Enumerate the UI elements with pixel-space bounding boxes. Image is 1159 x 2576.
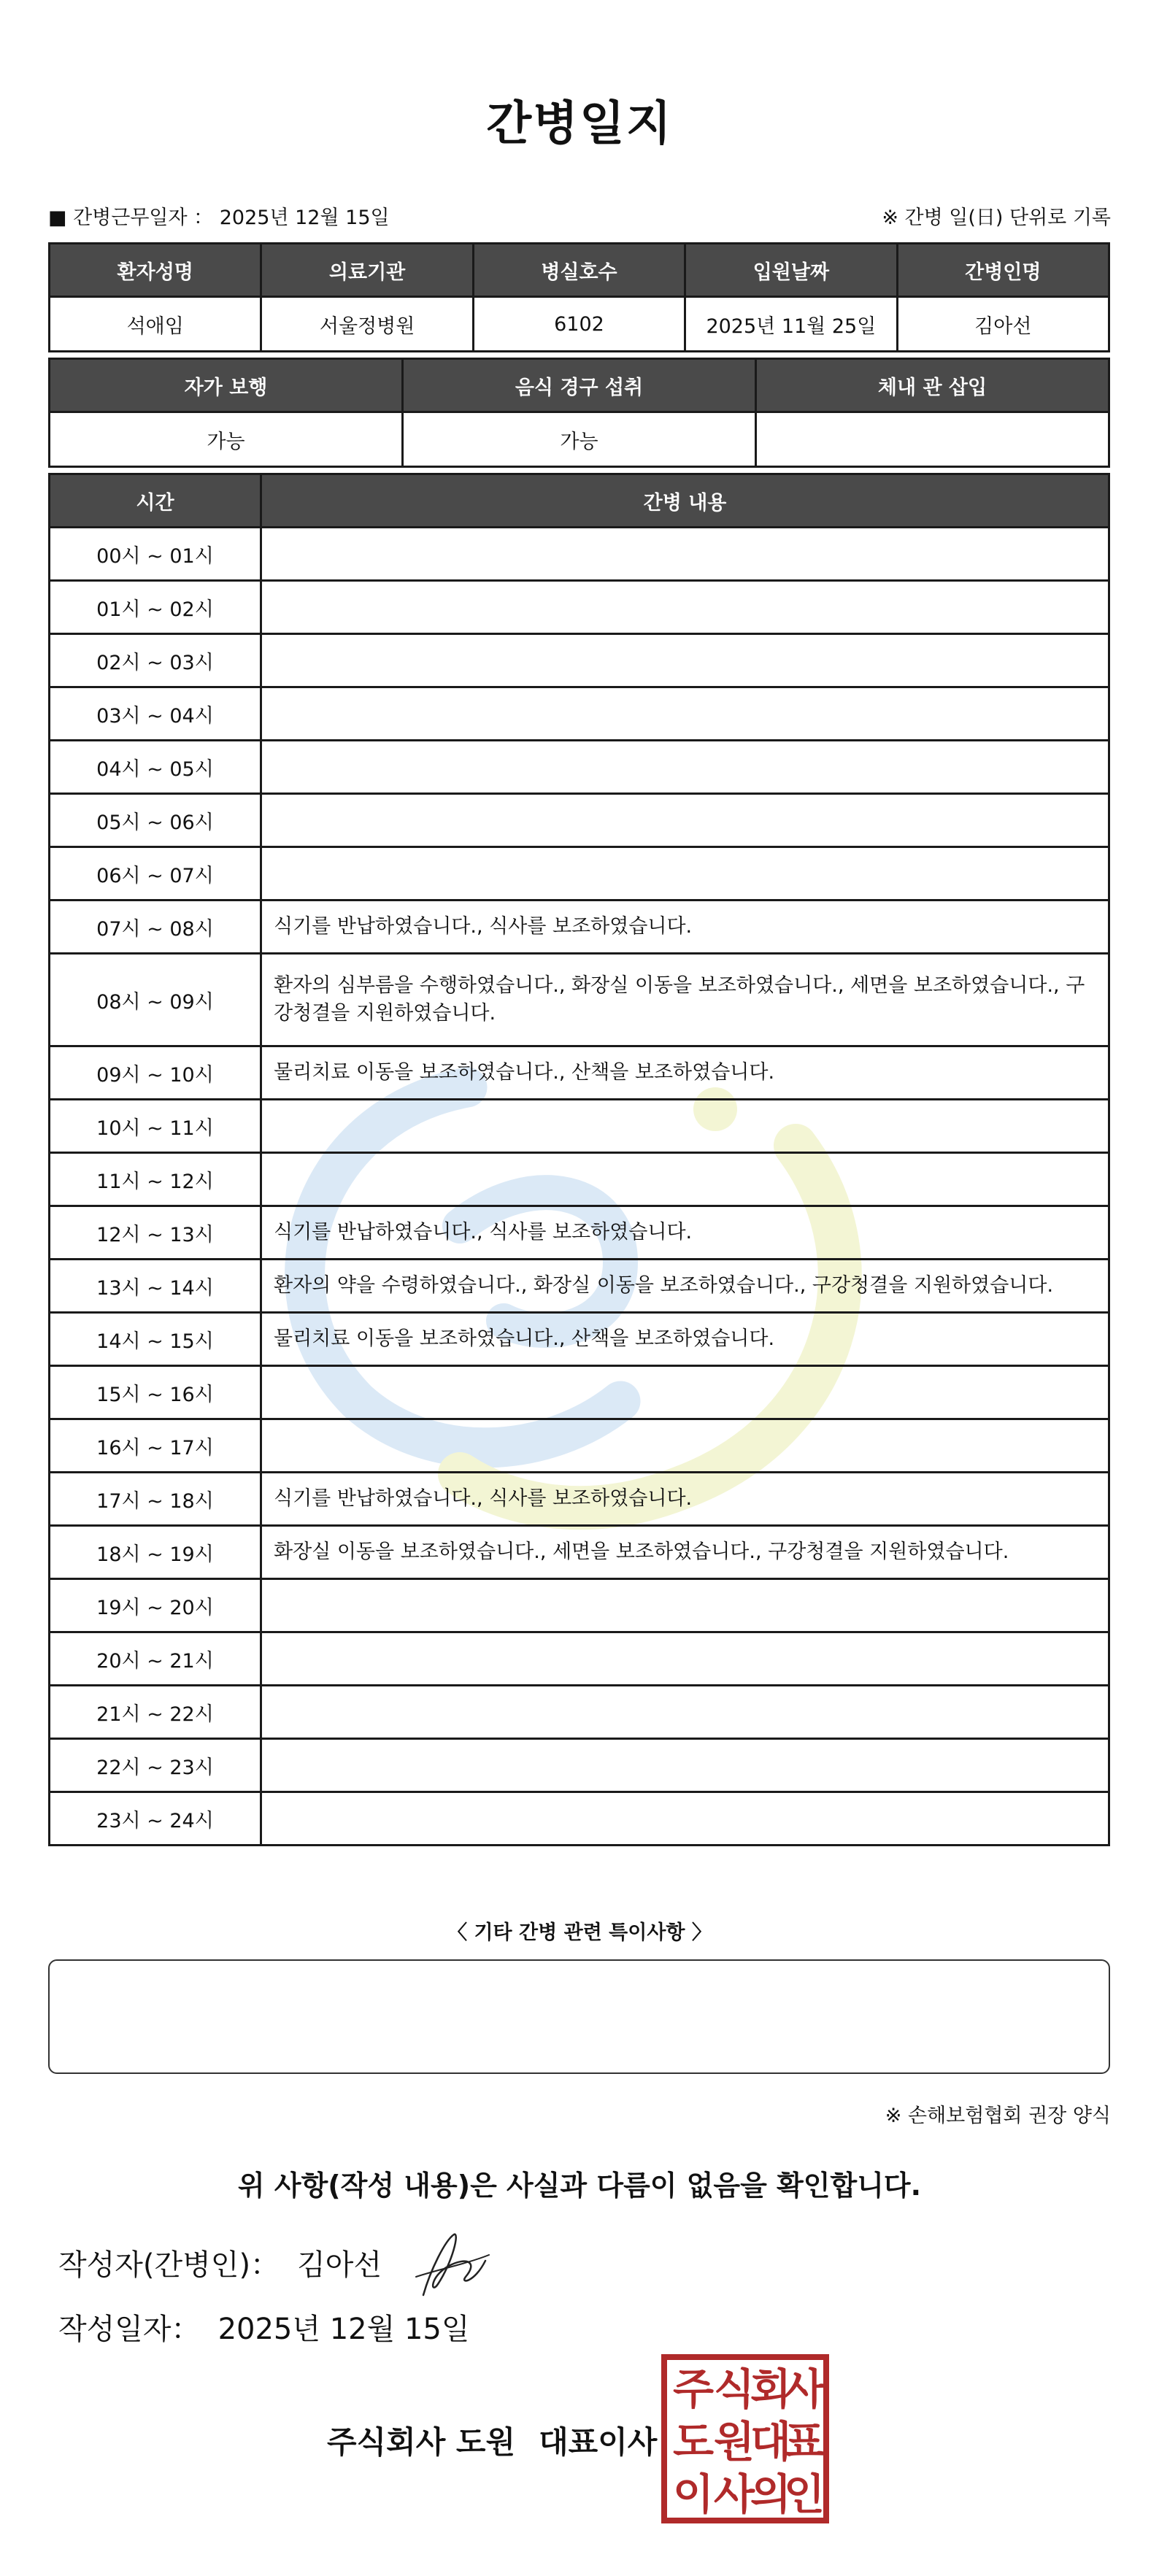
patient-status-table	[48, 358, 1110, 468]
company-line	[327, 2418, 657, 2462]
log-time: 13시 ~ 14시	[50, 1260, 261, 1313]
log-row	[50, 954, 1109, 1046]
representative-title: 대표이사	[539, 2424, 658, 2460]
document-title: 간병일지	[486, 97, 673, 151]
svg-text:식: 식	[713, 2364, 755, 2414]
log-content: 환자의 심부름을 수행하였습니다., 화장실 이동을 보조하였습니다., 세면을 보조하였습니다., 구강청결을 지원하였습니다.	[261, 954, 1109, 1046]
log-content: 식기를 반납하였습니다., 식사를 보조하였습니다.	[261, 1206, 1109, 1260]
log-time: 14시 ~ 15시	[50, 1313, 261, 1366]
oral-intake-status: 가능	[403, 412, 756, 467]
log-content	[261, 687, 1109, 741]
log-time: 12시 ~ 13시	[50, 1206, 261, 1260]
log-row	[50, 1792, 1109, 1846]
log-content	[261, 1419, 1109, 1473]
hospital: 서울정병원	[261, 297, 473, 352]
log-time: 18시 ~ 19시	[50, 1526, 261, 1579]
log-time: 09시 ~ 10시	[50, 1046, 261, 1100]
svg-text:대: 대	[750, 2417, 792, 2467]
log-row	[50, 1739, 1109, 1792]
log-content	[261, 1792, 1109, 1846]
svg-text:원: 원	[713, 2417, 755, 2467]
svg-text:주: 주	[672, 2364, 715, 2414]
log-row	[50, 1526, 1109, 1579]
writer-line	[58, 2242, 382, 2283]
log-row	[50, 1579, 1109, 1632]
status-value-row	[50, 412, 1109, 467]
log-content: 물리치료 이동을 보조하였습니다., 산책을 보조하였습니다.	[261, 1046, 1109, 1100]
log-content	[261, 794, 1109, 847]
header-admission-date: 입원날짜	[685, 244, 897, 297]
admission-date: 2025년 11월 25일	[685, 297, 897, 352]
svg-text:인: 인	[783, 2469, 825, 2519]
log-header-row	[50, 474, 1109, 528]
company-name: 주식회사 도원	[327, 2424, 516, 2460]
log-content	[261, 1686, 1109, 1739]
log-time: 11시 ~ 12시	[50, 1153, 261, 1206]
log-row	[50, 1206, 1109, 1260]
log-time: 17시 ~ 18시	[50, 1473, 261, 1526]
header-patient-name: 환자성명	[50, 244, 261, 297]
log-content: 화장실 이동을 보조하였습니다., 세면을 보조하였습니다., 구강청결을 지원하였습니다.	[261, 1526, 1109, 1579]
svg-text:의: 의	[750, 2469, 792, 2519]
header-tube-insertion: 체내 관 삽입	[756, 359, 1109, 412]
log-time: 02시 ~ 03시	[50, 634, 261, 687]
log-row	[50, 634, 1109, 687]
notes-box	[48, 1959, 1110, 2074]
svg-text:표: 표	[783, 2417, 825, 2467]
log-time: 16시 ~ 17시	[50, 1419, 261, 1473]
patient-info-table	[48, 242, 1110, 352]
log-content: 물리치료 이동을 보조하였습니다., 산책을 보조하였습니다.	[261, 1313, 1109, 1366]
log-time: 15시 ~ 16시	[50, 1366, 261, 1419]
work-date: ■ 간병근무일자 ： 2025년 12월 15일	[48, 207, 390, 229]
writer-label: 작성자(간병인)：	[58, 2248, 280, 2282]
log-content	[261, 1632, 1109, 1686]
writer-name: 김아선	[297, 2248, 382, 2282]
log-time: 21시 ~ 22시	[50, 1686, 261, 1739]
log-row	[50, 1419, 1109, 1473]
log-content	[261, 847, 1109, 901]
log-content: 식기를 반납하였습니다., 식사를 보조하였습니다.	[261, 901, 1109, 954]
log-row	[50, 687, 1109, 741]
log-time: 07시 ~ 08시	[50, 901, 261, 954]
header-room: 병실호수	[473, 244, 685, 297]
log-time: 22시 ~ 23시	[50, 1739, 261, 1792]
status-header-row	[50, 359, 1109, 412]
notes-title: 〈 기타 간병 관련 특이사항 〉	[447, 1921, 712, 1944]
log-time: 06시 ~ 07시	[50, 847, 261, 901]
log-time: 19시 ~ 20시	[50, 1579, 261, 1632]
log-row	[50, 528, 1109, 581]
svg-text:도: 도	[672, 2417, 715, 2467]
log-row	[50, 581, 1109, 634]
log-content	[261, 1366, 1109, 1419]
log-content	[261, 1739, 1109, 1792]
header-time: 시간	[50, 474, 261, 528]
log-content: 환자의 약을 수령하였습니다., 화장실 이동을 보조하였습니다., 구강청결을 지원하였습니다.	[261, 1260, 1109, 1313]
log-content	[261, 528, 1109, 581]
log-time: 10시 ~ 11시	[50, 1100, 261, 1153]
log-time: 20시 ~ 21시	[50, 1632, 261, 1686]
log-row	[50, 1366, 1109, 1419]
svg-text:이: 이	[672, 2469, 715, 2519]
svg-text:사: 사	[713, 2469, 755, 2519]
walking-status: 가능	[50, 412, 403, 467]
log-time: 05시 ~ 06시	[50, 794, 261, 847]
svg-text:사: 사	[783, 2364, 825, 2414]
log-row	[50, 1153, 1109, 1206]
unit-note: ※ 간병 일(日) 단위로 기록	[882, 207, 1111, 229]
log-row	[50, 1046, 1109, 1100]
log-row	[50, 1473, 1109, 1526]
header-oral-intake: 음식 경구 섭취	[403, 359, 756, 412]
log-content	[261, 634, 1109, 687]
written-date-line	[58, 2306, 470, 2348]
company-seal	[661, 2354, 829, 2523]
log-content	[261, 581, 1109, 634]
log-time: 08시 ~ 09시	[50, 954, 261, 1046]
log-row	[50, 901, 1109, 954]
confirmation-statement: 위 사항(작성 내용)은 사실과 다름이 없음을 확인합니다.	[237, 2170, 922, 2202]
header-care-content: 간병 내용	[261, 474, 1109, 528]
log-time: 23시 ~ 24시	[50, 1792, 261, 1846]
log-row	[50, 1313, 1109, 1366]
patient-name: 석애임	[50, 297, 261, 352]
log-content: 식기를 반납하였습니다., 식사를 보조하였습니다.	[261, 1473, 1109, 1526]
log-row	[50, 1100, 1109, 1153]
log-time: 01시 ~ 02시	[50, 581, 261, 634]
header-caregiver: 간병인명	[897, 244, 1109, 297]
care-log-table	[48, 473, 1110, 1846]
log-time: 04시 ~ 05시	[50, 741, 261, 794]
patient-value-row	[50, 297, 1109, 352]
log-row	[50, 794, 1109, 847]
log-content	[261, 1153, 1109, 1206]
log-time: 03시 ~ 04시	[50, 687, 261, 741]
written-date-value: 2025년 12월 15일	[217, 2313, 470, 2346]
patient-header-row	[50, 244, 1109, 297]
room-number: 6102	[473, 297, 685, 352]
caregiver-name: 김아선	[897, 297, 1109, 352]
svg-text:회: 회	[750, 2364, 792, 2414]
log-row	[50, 847, 1109, 901]
header-hospital: 의료기관	[261, 244, 473, 297]
header-walking: 자가 보행	[50, 359, 403, 412]
signature	[409, 2226, 496, 2306]
log-row	[50, 1632, 1109, 1686]
log-row	[50, 1686, 1109, 1739]
log-content	[261, 741, 1109, 794]
form-source-note: ※ 손해보험협회 권장 양식	[885, 2105, 1111, 2127]
log-row	[50, 741, 1109, 794]
log-content	[261, 1579, 1109, 1632]
log-time: 00시 ~ 01시	[50, 528, 261, 581]
tube-insertion-status	[756, 412, 1109, 467]
log-row	[50, 1260, 1109, 1313]
log-content	[261, 1100, 1109, 1153]
written-date-label: 작성일자：	[58, 2313, 201, 2346]
